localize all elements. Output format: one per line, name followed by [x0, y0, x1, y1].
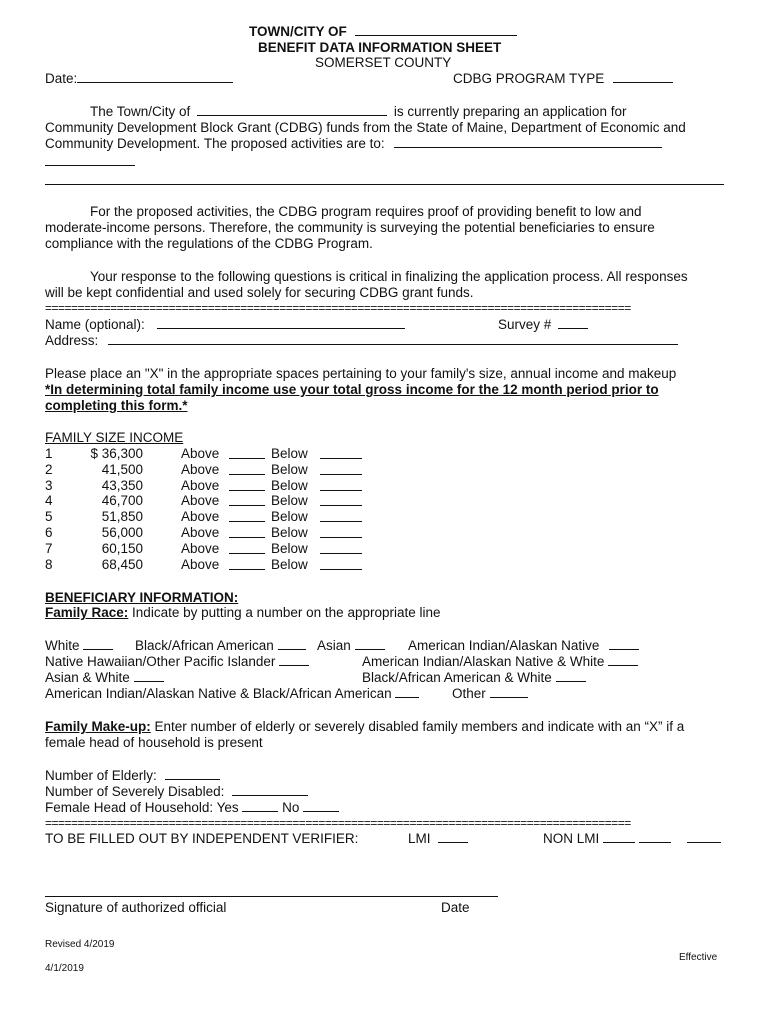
p2-line1: For the proposed activities, the CDBG program requires proof of providing benefit to low and — [90, 204, 642, 219]
lmi-label: LMI — [408, 831, 431, 846]
race-american-indian-black — [45, 686, 419, 702]
family-size-row — [45, 478, 385, 494]
race-white — [45, 638, 113, 654]
income-limit-value: 60,150 — [101, 540, 143, 556]
disabled-field[interactable] — [232, 784, 308, 796]
activities-line-2[interactable] — [45, 165, 135, 166]
revised-note: Revised 4/2019 — [45, 939, 115, 950]
race-black-white-label: Black/African American & White — [362, 670, 552, 685]
survey-field[interactable] — [558, 317, 588, 329]
above-field[interactable] — [229, 537, 265, 538]
subtitle: BENEFIT DATA INFORMATION SHEET — [258, 40, 502, 55]
family-size-value: 5 — [45, 509, 53, 525]
female-head-yes-field[interactable] — [242, 800, 278, 812]
above-label: Above — [181, 509, 220, 525]
above-label: Above — [181, 540, 220, 556]
above-label: Above — [181, 556, 220, 572]
signature-label: Signature of authorized official — [45, 900, 227, 915]
family-size-row — [45, 541, 385, 557]
non-lmi-field-3[interactable] — [687, 831, 721, 843]
above-field[interactable] — [229, 474, 265, 475]
non-lmi-field-2[interactable] — [639, 831, 671, 843]
female-head-label: Female Head of Household: Yes — [45, 800, 239, 815]
family-size-value: 4 — [45, 493, 53, 509]
family-size-value: 7 — [45, 540, 53, 556]
elderly-row — [45, 768, 220, 784]
non-lmi-row — [543, 831, 721, 847]
above-field[interactable] — [229, 569, 265, 570]
separator-line: ========================================================================================== — [45, 301, 631, 315]
survey-label: Survey # — [498, 317, 552, 332]
verifier-label: TO BE FILLED OUT BY INDEPENDENT VERIFIER: — [45, 831, 359, 846]
family-size-row — [45, 509, 385, 525]
income-note-line2: completing this form.* — [45, 398, 188, 413]
income-note-line1: *In determining total family income use your total gross income for the 12 month period prior to — [45, 382, 659, 397]
family-size-value: 1 — [45, 446, 53, 461]
below-label: Below — [271, 461, 308, 477]
below-label: Below — [271, 509, 308, 525]
p3-line2: will be kept confidential and used solely for securing CDBG grant funds. — [45, 285, 474, 300]
title-prefix: TOWN/CITY OF — [249, 24, 347, 39]
family-size-row — [45, 557, 385, 573]
race-asian-field[interactable] — [355, 638, 385, 650]
date-label: Date: — [45, 71, 78, 86]
race-american-indian-label: American Indian/Alaskan Native — [408, 638, 600, 653]
name-label: Name (optional): — [45, 317, 145, 332]
intro-line1 — [90, 104, 626, 120]
family-size-row — [45, 525, 385, 541]
separator-line-2: ========================================================================================== — [45, 816, 631, 830]
above-label: Above — [181, 477, 220, 493]
family-size-value: 6 — [45, 525, 53, 540]
below-field[interactable] — [320, 490, 362, 491]
makeup-row — [45, 719, 684, 735]
program-type-field[interactable] — [613, 71, 673, 83]
below-label: Below — [271, 493, 308, 509]
race-white-label: White — [45, 638, 80, 653]
elderly-label: Number of Elderly: — [45, 768, 157, 783]
female-head-no-label: No — [282, 800, 300, 815]
race-american-indian — [408, 638, 639, 654]
income-limit-value: 51,850 — [101, 509, 143, 525]
name-field[interactable] — [157, 317, 405, 329]
intro-text: is currently preparing an application for — [393, 104, 627, 119]
family-size-header: FAMILY SIZE INCOME — [45, 430, 184, 445]
race-american-indian-black-field[interactable] — [395, 686, 419, 698]
below-field[interactable] — [320, 569, 362, 570]
race-asian-white-field[interactable] — [134, 670, 164, 682]
county: SOMERSET COUNTY — [315, 55, 452, 70]
family-size-row — [45, 493, 385, 509]
disabled-row — [45, 784, 308, 800]
intro-text: Community Development. The proposed activities are to: — [45, 136, 385, 151]
makeup-label: Family Make-up: — [45, 719, 151, 734]
date-field[interactable] — [77, 71, 233, 83]
race-black-white-field[interactable] — [556, 670, 586, 682]
below-field[interactable] — [320, 521, 362, 522]
race-american-indian-black-label: American Indian/Alaskan Native & Black/African American — [45, 686, 392, 701]
income-limit-value: 56,000 — [101, 525, 143, 540]
non-lmi-label: NON LMI — [543, 831, 600, 846]
race-native-hawaiian — [45, 654, 309, 670]
makeup-line2: female head of household is present — [45, 735, 263, 750]
race-row — [45, 605, 441, 621]
above-field[interactable] — [229, 458, 265, 459]
race-american-indian-field[interactable] — [609, 638, 639, 650]
below-field[interactable] — [320, 553, 362, 554]
race-asian-white-label: Asian & White — [45, 670, 130, 685]
family-size-row — [45, 462, 385, 478]
survey-row — [498, 317, 588, 333]
title — [249, 24, 517, 40]
race-black-field[interactable] — [278, 638, 306, 650]
female-head-no-field[interactable] — [303, 800, 339, 812]
intro-line2: Community Development Block Grant (CDBG) funds from the State of Maine, Department of Economic and — [45, 120, 686, 135]
race-label: Family Race: — [45, 605, 129, 620]
beneficiary-heading: BENEFICIARY INFORMATION: — [45, 590, 239, 605]
instructions-line: Please place an "X" in the appropriate spaces pertaining to your family's size, annual income and makeup — [45, 366, 677, 381]
below-field[interactable] — [320, 474, 362, 475]
makeup-instruction: Enter number of elderly or severely disabled family members and indicate with an “X” if a — [150, 719, 685, 734]
race-other-field[interactable] — [490, 686, 528, 698]
effective-date: 4/1/2019 — [45, 963, 84, 974]
above-label: Above — [181, 525, 220, 540]
p3-line1: Your response to the following questions is critical in finalizing the application process. All responses — [90, 269, 688, 284]
family-size-value: 8 — [45, 556, 53, 572]
income-limit-value: 43,350 — [101, 477, 143, 493]
p2-line3: compliance with the regulations of the CDBG Program. — [45, 236, 373, 251]
race-american-indian-white-field[interactable] — [608, 654, 638, 666]
address-field[interactable] — [108, 333, 678, 345]
race-native-hawaiian-label: Native Hawaiian/Other Pacific Islander — [45, 654, 276, 669]
program-type-label: CDBG PROGRAM TYPE — [453, 71, 605, 86]
race-black — [135, 638, 306, 654]
race-asian-white — [45, 670, 164, 686]
program-type-row — [453, 71, 673, 87]
race-american-indian-white-label: American Indian/Alaskan Native & White — [362, 654, 605, 669]
income-limit-value: 68,450 — [101, 556, 143, 572]
town-name-field[interactable] — [355, 24, 517, 36]
below-field[interactable] — [320, 505, 362, 506]
race-american-indian-white — [362, 654, 638, 670]
activities-field[interactable] — [394, 136, 662, 148]
income-limit-value: 41,500 — [101, 461, 143, 477]
race-asian-label: Asian — [317, 638, 351, 653]
elderly-field[interactable] — [165, 768, 220, 780]
race-other-label: Other — [452, 686, 486, 701]
income-limit-value: 46,700 — [101, 493, 143, 509]
below-label: Below — [271, 477, 308, 493]
race-black-white — [362, 670, 586, 686]
date-row — [45, 71, 233, 87]
lmi-row — [408, 831, 468, 847]
family-size-row — [45, 446, 385, 462]
race-instruction: Indicate by putting a number on the appropriate line — [128, 605, 441, 620]
above-label: Above — [181, 461, 220, 477]
above-field[interactable] — [229, 490, 265, 491]
family-size-value: 3 — [45, 477, 53, 493]
race-black-label: Black/African American — [135, 638, 274, 653]
lmi-field[interactable] — [438, 831, 468, 843]
family-size-value: 2 — [45, 461, 53, 477]
race-native-hawaiian-field[interactable] — [279, 654, 309, 666]
below-field[interactable] — [320, 537, 362, 538]
above-field[interactable] — [229, 553, 265, 554]
effective-note: Effective — [679, 952, 718, 963]
address-label: Address: — [45, 333, 99, 348]
disabled-label: Number of Severely Disabled: — [45, 784, 225, 799]
below-label: Below — [271, 540, 308, 556]
signature-date-label: Date — [441, 900, 470, 915]
female-head-row — [45, 800, 339, 816]
town-city-field[interactable] — [197, 104, 387, 116]
intro-line3 — [45, 136, 662, 152]
non-lmi-field-1[interactable] — [603, 831, 635, 843]
above-label: Above — [181, 493, 220, 509]
name-row — [45, 317, 405, 333]
race-asian — [317, 638, 385, 654]
below-label: Below — [271, 525, 308, 540]
race-white-field[interactable] — [83, 638, 113, 650]
activities-line-3[interactable] — [45, 184, 724, 185]
address-row — [45, 333, 678, 349]
income-limit-value: $ 36,300 — [90, 446, 143, 461]
intro-text: The Town/City of — [90, 104, 191, 119]
signature-line[interactable] — [45, 896, 498, 897]
above-label: Above — [181, 446, 220, 461]
below-label: Below — [271, 446, 308, 461]
below-field[interactable] — [320, 458, 362, 459]
above-field[interactable] — [229, 521, 265, 522]
below-label: Below — [271, 556, 308, 572]
race-other — [452, 686, 528, 702]
above-field[interactable] — [229, 505, 265, 506]
p2-line2: moderate-income persons. Therefore, the community is surveying the potential beneficiaries to ensure — [45, 220, 655, 235]
